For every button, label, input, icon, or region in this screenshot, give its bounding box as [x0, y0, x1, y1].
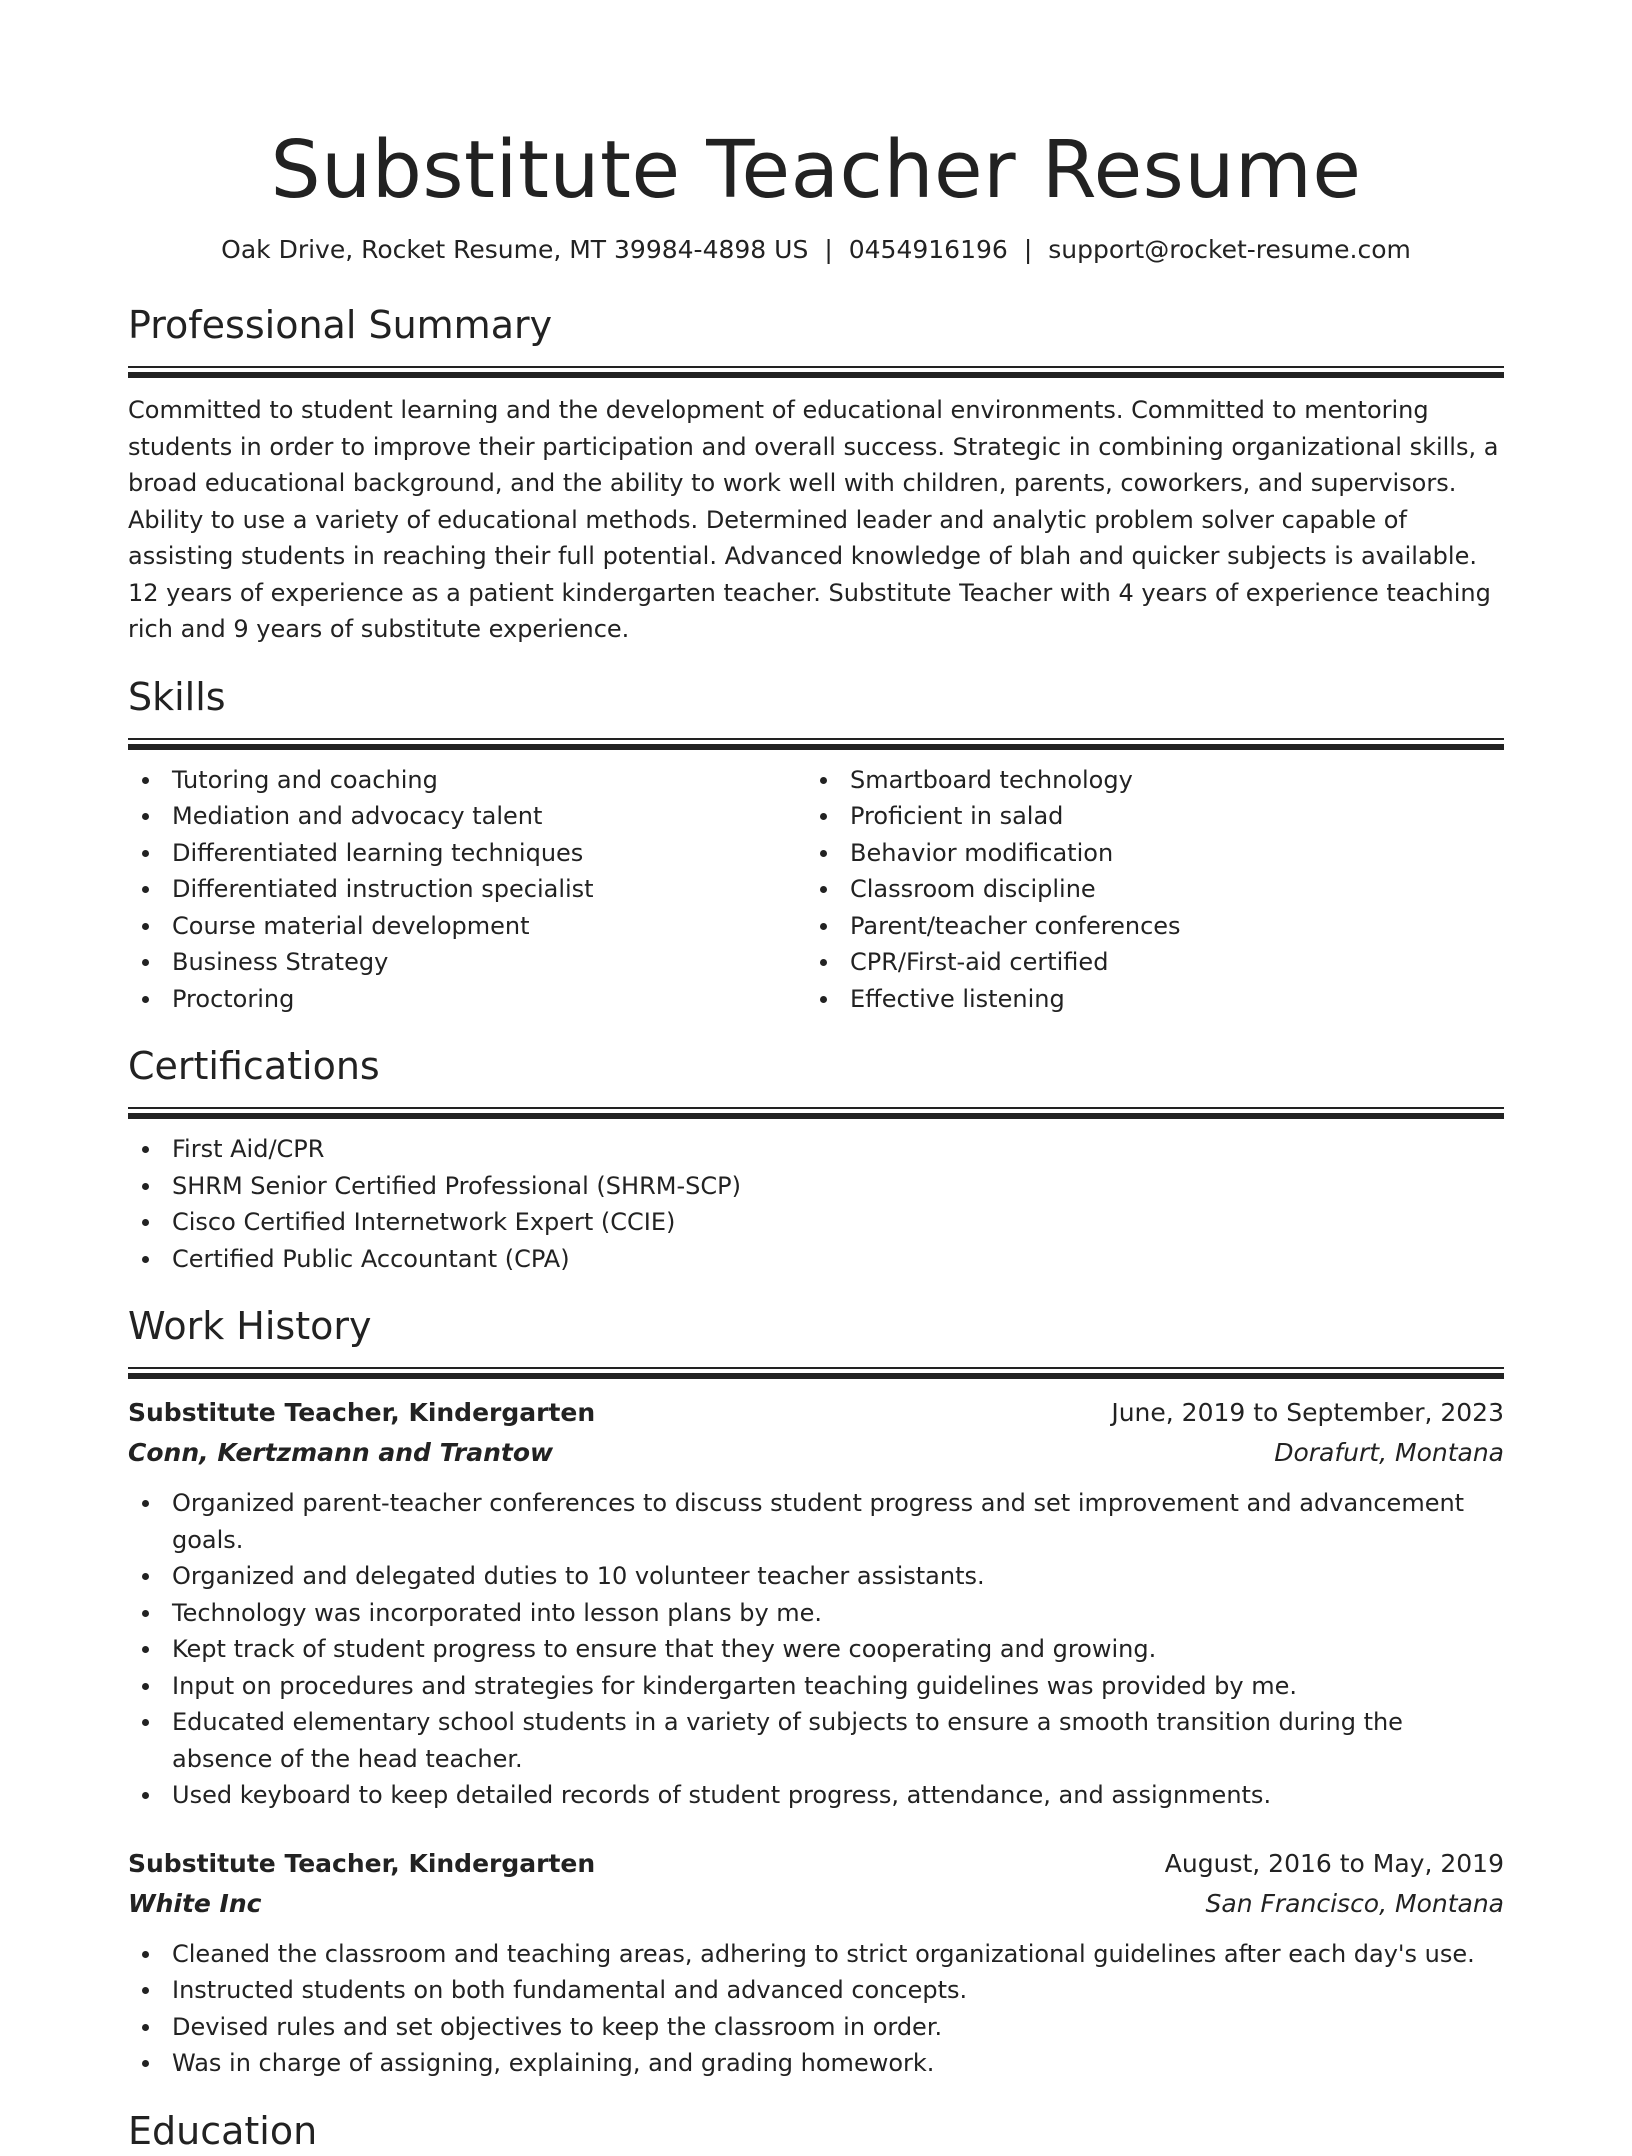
skill-item: Mediation and advocacy talent	[172, 798, 806, 835]
contact-email: support@rocket-resume.com	[1048, 235, 1411, 264]
skill-item: Behavior modification	[850, 835, 1526, 872]
job-subheader	[128, 1884, 1504, 1924]
skills-section	[128, 672, 1504, 1018]
section-divider	[128, 366, 1504, 378]
job-entry	[128, 1844, 1504, 2082]
certification-item: Certified Public Accountant (CPA)	[172, 1241, 1504, 1278]
summary-section	[128, 300, 1504, 648]
job-dates: June, 2019 to September, 2023	[1111, 1398, 1504, 1427]
certifications-heading: Certifications	[128, 1044, 380, 1088]
job-header	[128, 1393, 1504, 1433]
job-duty: Devised rules and set objectives to keep the classroom in order.	[172, 2009, 1504, 2046]
job-duty: Organized and delegated duties to 10 volunteer teacher assistants.	[172, 1558, 1504, 1595]
skill-item: Smartboard technology	[850, 762, 1526, 799]
resume-content	[128, 0, 1504, 2156]
job-header	[128, 1844, 1504, 1884]
skills-list-left	[128, 762, 806, 1018]
certification-item: SHRM Senior Certified Professional (SHRM-SCP)	[172, 1168, 1504, 1205]
skill-item: Proficient in salad	[850, 798, 1526, 835]
job-title: Substitute Teacher, Kindergarten	[128, 1398, 596, 1427]
section-divider	[128, 1367, 1504, 1379]
skill-item: Business Strategy	[172, 944, 806, 981]
contact-separator: |	[824, 235, 833, 264]
section-divider	[128, 738, 1504, 750]
job-company: Conn, Kertzmann and Trantow	[128, 1438, 554, 1467]
contact-phone: 0454916196	[848, 235, 1008, 264]
page-title: Substitute Teacher Resume	[270, 124, 1362, 216]
job-duty: Organized parent-teacher conferences to discuss student progress and set improvement and advancement goals.	[172, 1485, 1504, 1558]
skills-list-right	[806, 762, 1526, 1018]
skills-heading: Skills	[128, 674, 226, 719]
work-history-heading: Work History	[128, 1304, 372, 1348]
job-subheader	[128, 1433, 1504, 1473]
job-title: Substitute Teacher, Kindergarten	[128, 1848, 596, 1878]
job-duty: Instructed students on both fundamental and advanced concepts.	[172, 1972, 1504, 2009]
job-duty: Educated elementary school students in a variety of subjects to ensure a smooth transition during the absence of the head teacher.	[172, 1704, 1504, 1777]
education-heading: Education	[128, 2108, 318, 2153]
work-history-section	[128, 1301, 1504, 2082]
contact-line	[128, 232, 1504, 268]
job-dates: August, 2016 to May, 2019	[1164, 1848, 1504, 1878]
job-duty: Input on procedures and strategies for kindergarten teaching guidelines was provided by me.	[172, 1668, 1504, 1705]
job-duty: Cleaned the classroom and teaching areas, adhering to strict organizational guidelines after each day's use.	[172, 1936, 1504, 1973]
job-location: Dorafurt, Montana	[1274, 1438, 1504, 1467]
job-duties-list	[128, 1936, 1504, 2082]
summary-heading: Professional Summary	[128, 303, 553, 347]
job-duty: Kept track of student progress to ensure that they were cooperating and growing.	[172, 1631, 1504, 1668]
certification-item: Cisco Certified Internetwork Expert (CCIE)	[172, 1204, 1504, 1241]
skill-item: Proctoring	[172, 981, 806, 1018]
skill-item: Parent/teacher conferences	[850, 908, 1526, 945]
skill-item: Classroom discipline	[850, 871, 1526, 908]
job-duties-list	[128, 1485, 1504, 1814]
job-duty: Technology was incorporated into lesson plans by me.	[172, 1595, 1504, 1632]
skill-item: Tutoring and coaching	[172, 762, 806, 799]
job-location: San Francisco, Montana	[1205, 1888, 1504, 1918]
certifications-list	[128, 1131, 1504, 1277]
skills-columns	[128, 750, 1504, 1018]
job-entry	[128, 1393, 1504, 1814]
job-duty: Was in charge of assigning, explaining, and grading homework.	[172, 2045, 1504, 2082]
contact-separator: |	[1023, 235, 1033, 264]
skill-item: Differentiated instruction specialist	[172, 871, 806, 908]
section-divider	[128, 1107, 1504, 1119]
skill-item: CPR/First-aid certified	[850, 944, 1526, 981]
job-duty: Used keyboard to keep detailed records of student progress, attendance, and assignments.	[172, 1777, 1504, 1814]
skill-item: Course material development	[172, 908, 806, 945]
certification-item: First Aid/CPR	[172, 1131, 1504, 1168]
skill-item: Effective listening	[850, 981, 1526, 1018]
education-section	[128, 2106, 1504, 2156]
certifications-section	[128, 1041, 1504, 1277]
summary-text: Committed to student learning and the development of educational environments. Committed to mentoring students in order to improve their participation and overall success. Strategic in combining organizational skills, a broad educational background, and the ability to work well with children, parents, coworkers, and supervisors. Ability to use a variety of educational methods. Determined leader and analytic problem solver capable of assisting students in reaching their full potential. Advanced knowledge of blah and quicker subjects is available. 12 years of experience as a patient kindergarten teacher. Substitute Teacher with 4 years of experience teaching rich and 9 years of substitute experience.	[128, 396, 1499, 643]
contact-address: Oak Drive, Rocket Resume, MT 39984-4898 US	[221, 235, 809, 264]
job-company: White Inc	[128, 1888, 262, 1918]
skill-item: Differentiated learning techniques	[172, 835, 806, 872]
